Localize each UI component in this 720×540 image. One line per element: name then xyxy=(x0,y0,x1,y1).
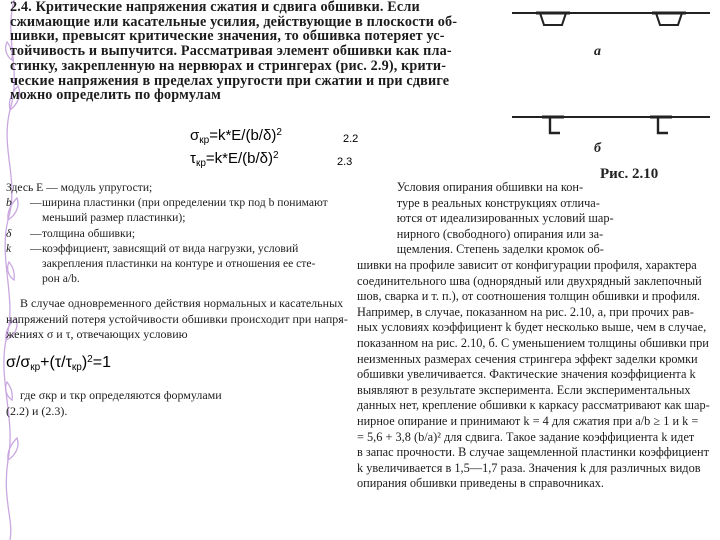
right-line: шивки на профиле зависит от конфигурации профиля, характера xyxy=(357,257,697,272)
definitions-block xyxy=(6,180,361,286)
combined-after xyxy=(6,388,222,419)
combined-after-line: где σкр и τкр определяются формулами xyxy=(20,388,222,402)
hat-profile-right xyxy=(656,13,682,25)
right-line: неизменных размерах сечения стрингера эффект заделки кромки xyxy=(357,351,698,366)
formula-sigma-cr: $\sigma_{кр}=k*E/(b/\delta)^2$ xyxy=(190,127,282,146)
definition-continuation: рон a/b. xyxy=(42,272,80,286)
right-column-text xyxy=(357,180,717,492)
right-line: туре в реальных конструкциях отлича- xyxy=(396,195,600,210)
intro-line: стинку, закрепленную на нервюрах и стрингерах (рис. 2.9), крити- xyxy=(10,57,447,74)
right-line: = 5,6 + 3,8 (b/a)² для сдвига. Такое задание коэффициента k идет xyxy=(357,429,695,444)
definitions-intro: Здесь E — модуль упругости; xyxy=(6,181,153,194)
figure-label-b: б xyxy=(594,141,601,156)
intro-line: Если xyxy=(387,0,420,15)
definition-continuation: закрепления пластинки на контуре и отношения ее сте- xyxy=(42,257,316,271)
definition-item: b — ширина пластинки (при определении τкр под b понимают xyxy=(6,196,328,210)
intro-line: сжимающие или касательные усилия, действующие в плоскости об- xyxy=(10,13,458,30)
combined-block xyxy=(6,296,361,343)
right-line: опирания обшивки приведены в справочниках. xyxy=(357,476,604,491)
right-line: данных нет, крепление обшивки к каркасу рассматривают как шар- xyxy=(357,398,710,413)
right-line: соединительного шва (однорядный или двухрядный заклепочный xyxy=(357,273,702,288)
combined-line: напряжений потеря устойчивости обшивки происходит при напря- xyxy=(6,311,348,326)
section-number: 2.4. xyxy=(10,0,32,15)
formula-number: 2.3 xyxy=(337,156,353,168)
section-title: Критические напряжения сжатия и сдвига обшивки. xyxy=(35,0,384,15)
intro-line: ческие напряжения в пределах упругости при сжатии и при сдвиге xyxy=(10,72,450,89)
formula-tau-cr: $\tau_{кр}=k*E/(b/\delta)^2$ xyxy=(190,150,279,169)
right-line: в запас прочности. В случае защемленной пластинки коэффициент xyxy=(357,445,709,460)
intro-section xyxy=(10,0,498,103)
right-line: показанном на рис. 2.10, б. С уменьшением толщины обшивки при xyxy=(357,335,709,350)
formula-interaction: $\sigma/\sigma_{кр}+(\tau/\tau_{кр})^2=1$ xyxy=(6,354,111,373)
angle-profile-left xyxy=(550,117,560,133)
right-line: нирное опирание и принимают k = 4 для сжатия при a/b ≥ 1 и k = xyxy=(357,413,699,428)
figure-2-10 xyxy=(506,0,716,185)
right-line: Условия опирания обшивки на кон- xyxy=(396,180,584,194)
combined-line: В случае одновременного действия нормальных и касательных xyxy=(20,296,344,310)
figure-label-a: а xyxy=(594,44,601,59)
right-line: щемления. Степень заделки кромок об- xyxy=(396,242,604,257)
figure-caption: Рис. 2.10 xyxy=(600,166,659,182)
formula-number: 2.2 xyxy=(343,133,359,145)
right-line: шов, сварка и т. п.), от соотношения толщин обшивки и профиля. xyxy=(357,289,701,304)
right-line: ются от идеализированных условий шар- xyxy=(396,211,614,226)
right-line: ных условиях коэффициент k будет несколько выше, чем в случае, xyxy=(357,320,707,335)
hat-profile-left xyxy=(540,13,566,25)
right-line: выявляют в результате эксперимента. Если экспериментальных xyxy=(357,382,691,397)
intro-line: шивки, превысят критические значения, то обшивка потеряет ус- xyxy=(10,28,445,45)
definition-continuation: меньший размер пластинки); xyxy=(42,211,186,225)
right-line: k увеличивается в 1,5—1,7 раза. Значения k для различных видов xyxy=(357,460,701,475)
intro-line: можно определить по формулам xyxy=(10,87,221,104)
right-line: нирного (свободного) опирания или за- xyxy=(396,226,604,241)
combined-line: жениях σ и τ, отвечающих условию xyxy=(6,327,188,341)
right-line: обшивки увеличивается. Фактические значения коэффициента k xyxy=(357,367,696,382)
intro-line: тойчивость и выпучится. Рассматривая элемент обшивки как пла- xyxy=(10,43,452,60)
angle-profile-right xyxy=(658,117,668,133)
definition-item: δ — толщина обшивки; xyxy=(6,226,136,240)
definition-item: k — коэффициент, зависящий от вида нагрузки, условий xyxy=(6,241,299,255)
right-line: Например, в случае, показанном на рис. 2.10, а, при прочих рав- xyxy=(357,304,694,319)
combined-after-line: (2.2) и (2.3). xyxy=(6,403,68,418)
